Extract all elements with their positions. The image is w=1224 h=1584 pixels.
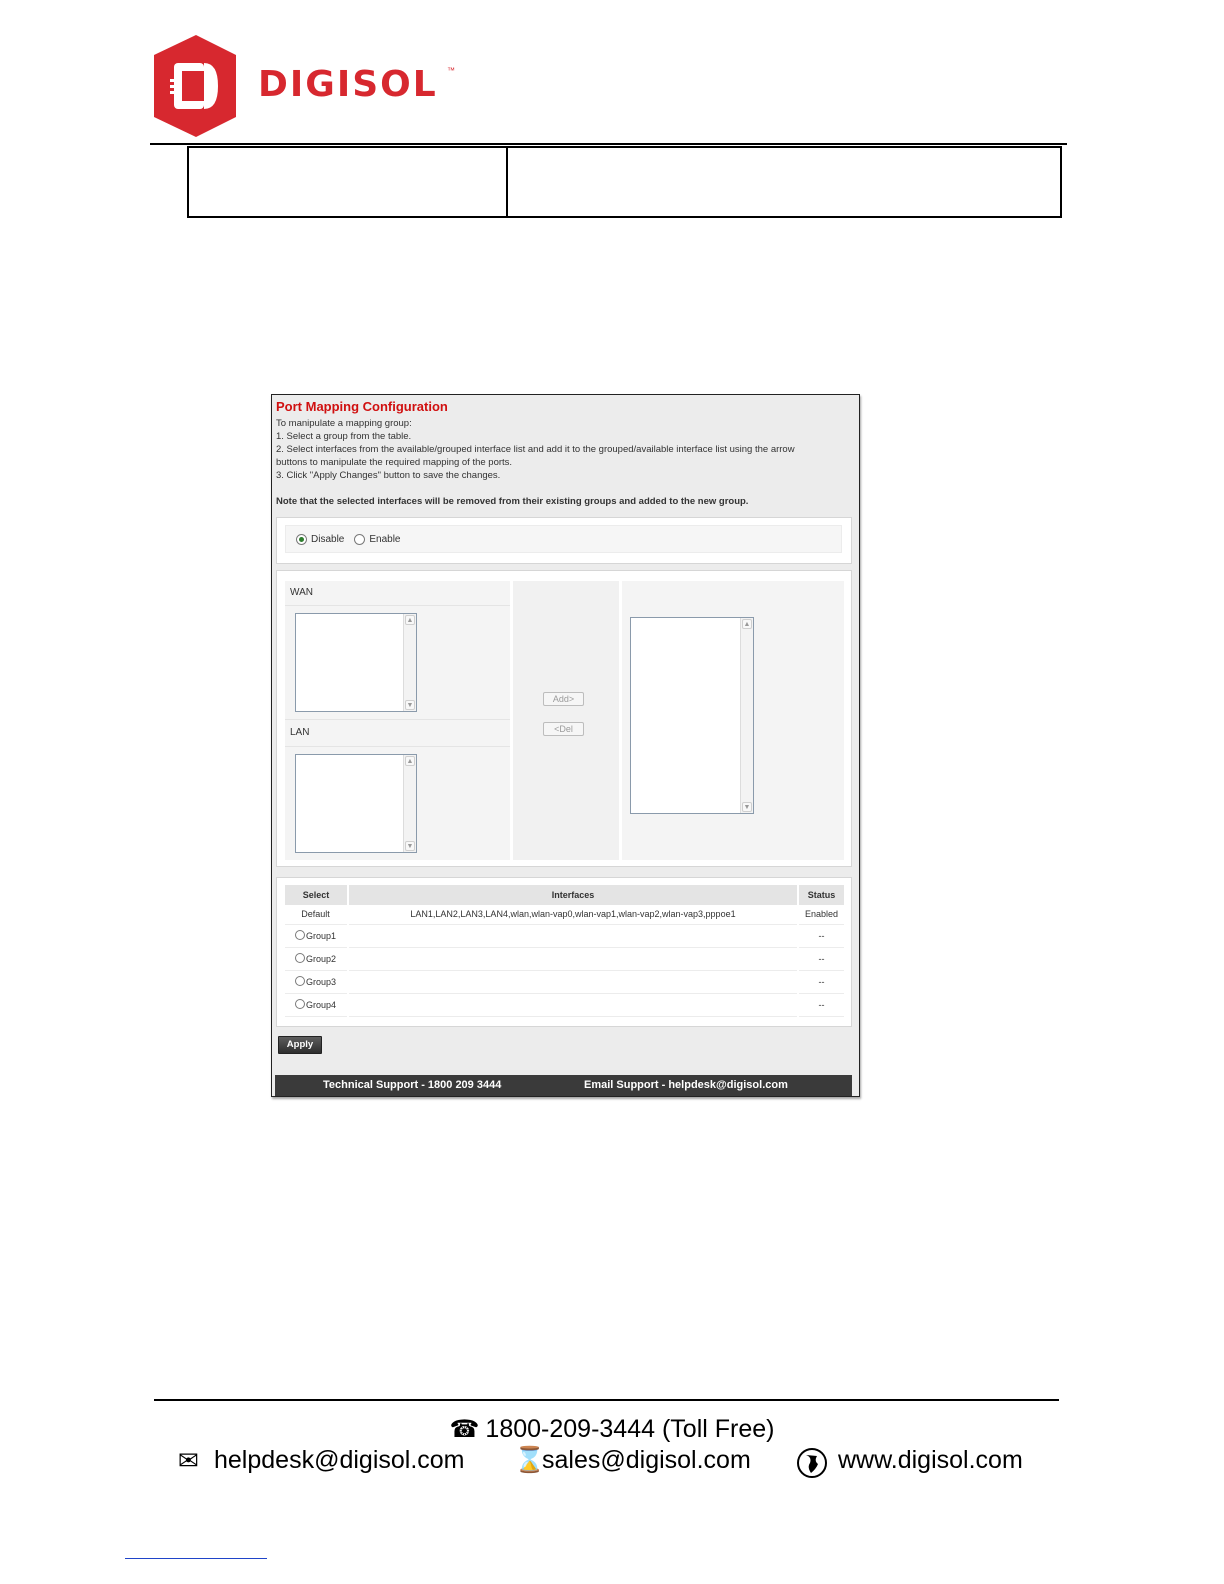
row-interfaces: LAN1,LAN2,LAN3,LAN4,wlan,wlan-vap0,wlan-vap1,wlan-vap2,wlan-vap3,pppoe1 [348, 905, 798, 924]
scroll-up-icon[interactable]: ▲ [406, 758, 414, 765]
mode-panel [276, 517, 852, 564]
row-select: Default [285, 905, 348, 924]
grouped-interfaces-column [622, 581, 844, 860]
row-interfaces [348, 947, 798, 970]
row-status: -- [798, 993, 844, 1016]
globe-icon [796, 1447, 828, 1479]
row-select[interactable] [285, 993, 348, 1016]
footer-helpdesk: helpdesk@digisol.com [214, 1446, 465, 1474]
scrollbar[interactable] [403, 614, 416, 711]
instruction-line: 1. Select a group from the table. [276, 431, 412, 442]
groups-table [285, 885, 844, 1017]
mail-icon: ✉ [178, 1447, 199, 1475]
group-label: Group1 [306, 931, 337, 941]
add-button[interactable]: Add> [543, 692, 584, 706]
group-radio[interactable] [295, 930, 305, 940]
enable-option[interactable] [354, 534, 400, 545]
enable-radio[interactable] [354, 534, 365, 545]
footer-rule [154, 1399, 1059, 1401]
group-label: Group2 [306, 954, 337, 964]
groups-panel [276, 877, 852, 1027]
row-interfaces [348, 993, 798, 1016]
group-radio[interactable] [295, 999, 305, 1009]
wan-interface-list[interactable] [295, 613, 417, 712]
scroll-down-icon[interactable]: ▼ [406, 843, 414, 850]
row-status: -- [798, 947, 844, 970]
separator [285, 605, 510, 606]
mode-radio-group [285, 525, 842, 553]
page-title: Port Mapping Configuration [276, 399, 448, 414]
telephone-icon: ☎ [449, 1416, 480, 1443]
table-row[interactable] [285, 970, 844, 993]
port-mapping-screenshot [271, 394, 860, 1097]
row-status: Enabled [798, 905, 844, 924]
link-underline [125, 1558, 267, 1559]
row-status: -- [798, 970, 844, 993]
group-radio[interactable] [295, 953, 305, 963]
separator [285, 746, 510, 747]
support-bar [275, 1075, 852, 1096]
mapping-buttons-column [513, 581, 619, 860]
row-status: -- [798, 924, 844, 947]
footer-phone [0, 1415, 1224, 1444]
footer-contacts [178, 1446, 1058, 1482]
mapping-panel [276, 570, 852, 867]
scroll-up-icon[interactable]: ▲ [743, 621, 751, 628]
note-text: Note that the selected interfaces will be removed from their existing groups and added to the new group. [276, 496, 749, 507]
footer-phone-text: 1800-209-3444 (Toll Free) [485, 1415, 775, 1443]
table-row[interactable] [285, 947, 844, 970]
table-row[interactable] [285, 993, 844, 1016]
available-interfaces-column [285, 581, 510, 860]
grouped-interface-list[interactable] [630, 617, 754, 814]
scroll-down-icon[interactable]: ▼ [406, 702, 414, 709]
table-header-row [285, 885, 844, 905]
instruction-line: 2. Select interfaces from the available/grouped interface list and add it to the grouped/available interface list using the arrow [276, 444, 795, 455]
scroll-up-icon[interactable]: ▲ [406, 617, 414, 624]
table-row [285, 905, 844, 924]
enable-label: Enable [369, 533, 401, 545]
document-table [187, 146, 1062, 218]
row-interfaces [348, 970, 798, 993]
table-divider [506, 148, 508, 216]
brand-trademark: ™ [447, 66, 455, 75]
header-interfaces: Interfaces [348, 885, 798, 905]
instructions [276, 417, 846, 482]
separator [285, 719, 510, 720]
footer-sales: sales@digisol.com [542, 1446, 751, 1474]
disable-radio[interactable] [296, 534, 307, 545]
scroll-down-icon[interactable]: ▼ [743, 804, 751, 811]
lan-label: LAN [290, 727, 310, 738]
delete-button[interactable]: <Del [543, 722, 584, 736]
instruction-line: To manipulate a mapping group: [276, 418, 412, 429]
technical-support-text: Technical Support - 1800 209 3444 [323, 1079, 502, 1091]
group-radio[interactable] [295, 976, 305, 986]
apply-button[interactable]: Apply [278, 1036, 322, 1054]
row-select[interactable] [285, 947, 348, 970]
email-support-text: Email Support - helpdesk@digisol.com [584, 1079, 788, 1091]
disable-option[interactable] [296, 534, 344, 545]
group-label: Group4 [306, 1000, 337, 1010]
group-label: Group3 [306, 977, 337, 987]
instruction-line: buttons to manipulate the required mapping of the ports. [276, 457, 513, 468]
brand-name: DIGISOL [258, 64, 438, 105]
header-select: Select [285, 885, 348, 905]
row-interfaces [348, 924, 798, 947]
row-select[interactable] [285, 924, 348, 947]
scrollbar[interactable] [403, 755, 416, 852]
instruction-line: 3. Click "Apply Changes" button to save the changes. [276, 470, 501, 481]
disable-label: Disable [311, 533, 345, 545]
scrollbar[interactable] [740, 618, 753, 813]
header-status: Status [798, 885, 844, 905]
wan-label: WAN [290, 587, 313, 598]
row-select[interactable] [285, 970, 348, 993]
header-rule [150, 143, 1067, 145]
footer-website: www.digisol.com [838, 1446, 1023, 1474]
table-row[interactable] [285, 924, 844, 947]
hourglass-icon: ⌛ [514, 1446, 546, 1474]
lan-interface-list[interactable] [295, 754, 417, 853]
